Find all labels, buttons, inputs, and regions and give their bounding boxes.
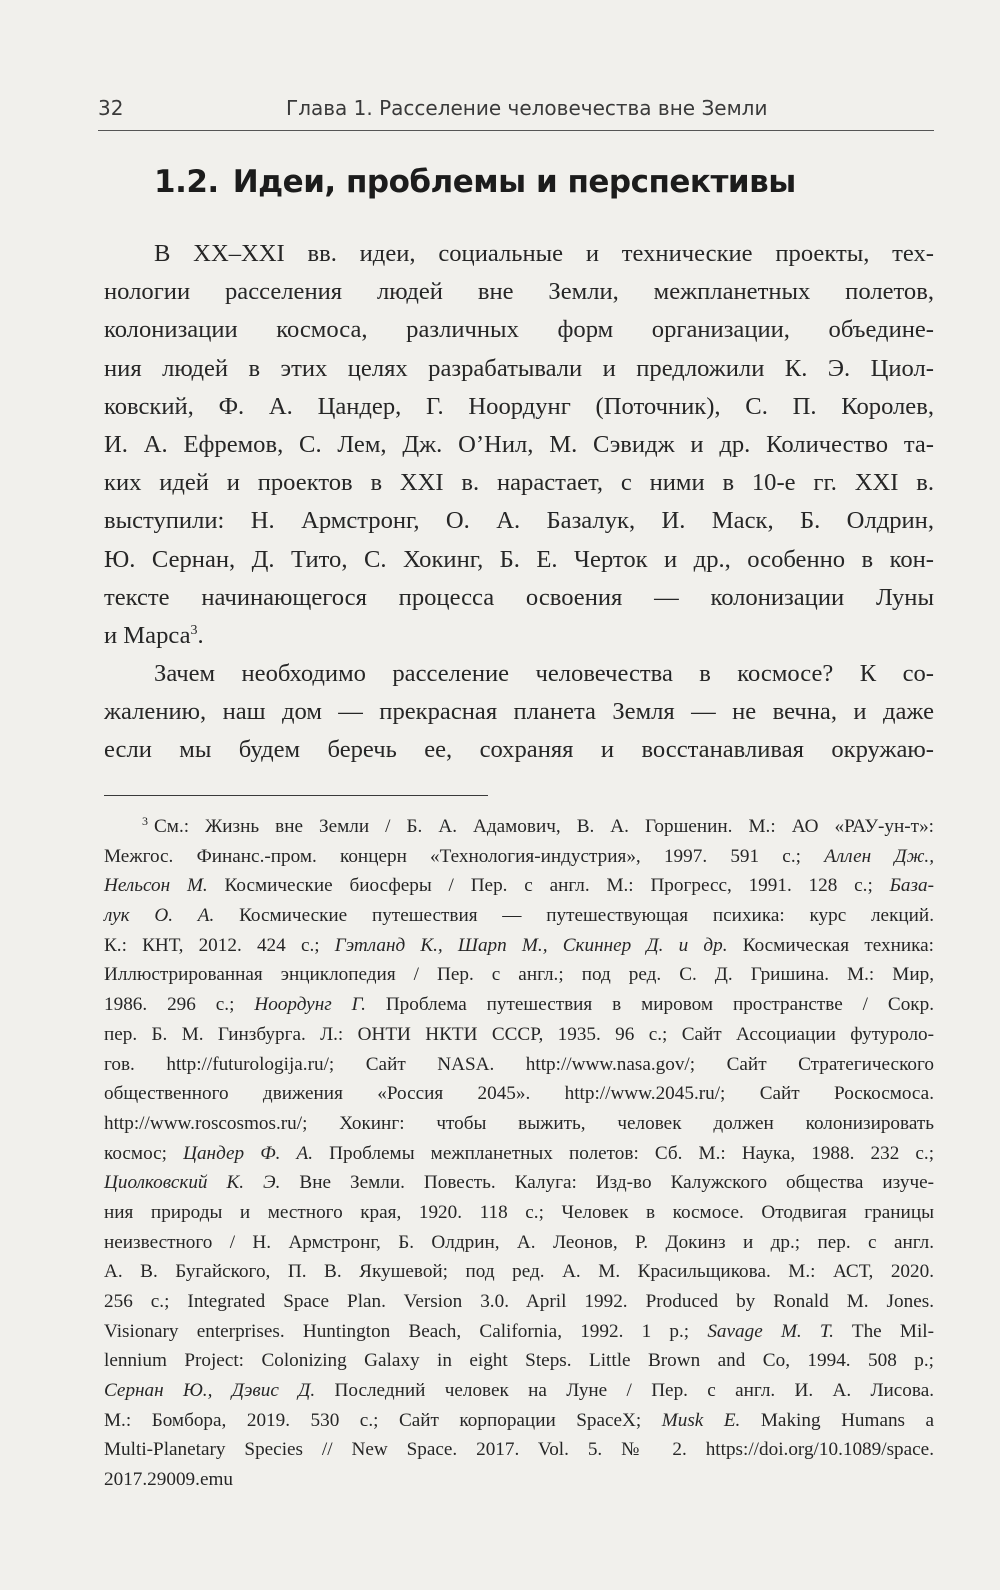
footnote-line: Multi-Planetary Species // New Space. 2017. Vol. 5. № 2. https://doi.org/10.1089/space. [104,1439,934,1461]
footnote-line: пер. Б. М. Гинзбурга. Л.: ОНТИ НКТИ СССР, 1935. 96 с.; Сайт Ассоциации футуроло- [104,1023,934,1045]
text-line: Зачем необходимо расселение человечества в космосе? К со- [154,660,934,688]
text-line: выступили: Н. Армстронг, О. А. Базалук, И. Маск, Б. Олдрин, [104,507,934,535]
footnote-line: Межгос. Финанс.-пром. концерн «Технология-индустрия», 1997. 591 с.; Аллен Дж., [104,845,935,867]
section-number: 1.2. [154,164,219,200]
footnote-line: космос; Цандер Ф. А. Проблемы межпланетных полетов: Сб. М.: Наука, 1988. 232 с.; [104,1142,935,1164]
footnote-line: лук О. А. Космические путешествия — путешествующая психика: курс лекций. [104,905,934,927]
footnote-line: общественного движения «Россия 2045». http://www.2045.ru/; Сайт Роскосмоса. [104,1083,934,1105]
text-line: нологии расселения людей вне Земли, межпланетных полетов, [104,278,934,306]
footnote-line: http://www.roscosmos.ru/; Хокинг: чтобы выжить, человек должен колонизировать [104,1112,934,1134]
text-line: ких идей и проектов в XXI в. нарастает, с ними в 10-е гг. XXI в. [104,469,934,497]
footnote-marker: 3 [142,813,148,828]
footnote-line: lennium Project: Colonizing Galaxy in eight Steps. Little Brown and Co, 1994. 508 p.; [104,1350,934,1372]
text-line: жалению, наш дом — прекрасная планета Земля — не вечна, и даже [104,698,934,726]
footnote-rule [104,795,488,796]
text-line: тексте начинающегося процесса освоения — колонизации Луны [104,583,934,611]
page-number: 32 [98,96,124,120]
text-line: Ю. Сернан, Д. Тито, С. Хокинг, Б. Е. Черток и др., особенно в кон- [104,545,934,573]
text-segment: и Марса [104,621,191,649]
chapter-title: Глава 1. Расселение человечества вне Земли [286,96,768,120]
footnote-line: А. В. Бугайского, П. В. Якушевой; под ред. А. М. Красильщикова. М.: АСТ, 2020. [104,1261,934,1283]
footnote [104,812,934,1495]
footnote-line: Сернан Ю., Дэвис Д. Последний человек на Луне / Пер. с англ. И. А. Лисова. [104,1380,935,1402]
header-rule [98,130,934,131]
text-line: колонизации космоса, различных форм организации, объедине- [104,316,934,344]
footnote-line: М.: Бомбора, 2019. 530 с.; Сайт корпорации SpaceX; Musk E. Making Humans a [104,1409,935,1431]
footnote-line: 1986. 296 с.; Ноордунг Г. Проблема путешествия в мировом пространстве / Сокр. [104,994,935,1016]
footnote-line: $^3$ См.: Жизнь вне Земли / Б. А. Адамович, В. А. Горшенин. М.: АО «РАУ-ун-т»: [142,813,934,837]
text-line: И. А. Ефремов, С. Лем, Дж. О’Нил, М. Сэвидж и др. Количество та- [104,430,934,458]
footnote-line: К.: КНТ, 2012. 424 с.; Гэтланд К., Шарп М., Скиннер Д. и др. Космическая техника: [104,934,934,956]
footnote-reference[interactable]: 3 [190,622,198,638]
section-title: Идеи, проблемы и перспективы [232,164,796,200]
text-segment: . [197,621,204,649]
footnote-line: 2017.29009.emu [104,1469,233,1491]
footnote-line: Иллюстрированная энциклопедия / Пер. с англ.; под ред. С. Д. Гришина. М.: Мир, [104,964,934,986]
text-line: В XX–XXI вв. идеи, социальные и технические проекты, тех- [154,240,934,267]
footnote-line: Нельсон М. Космические биосферы / Пер. с англ. М.: Прогресс, 1991. 128 с.; База- [104,875,934,897]
footnote-line: 256 с.; Integrated Space Plan. Version 3.0. April 1992. Produced by Ronald M. Jones. [104,1291,934,1312]
text-line [104,617,934,655]
text-line: ковский, Ф. А. Цандер, Г. Ноордунг (Поточник), С. П. Королев, [104,392,934,420]
footnote-line: неизвестного / Н. Армстронг, Б. Олдрин, А. Леонов, Р. Докинз и др.; пер. с англ. [104,1231,934,1253]
section-heading [154,164,796,200]
text-line: если мы будем беречь ее, сохраняя и восстанавливая окружаю- [104,736,934,764]
footnote-line: Циолковский К. Э. Вне Земли. Повесть. Калуга: Изд-во Калужского общества изуче- [104,1172,934,1194]
footnote-line: гов. http://futurologija.ru/; Сайт NASA. http://www.nasa.gov/; Сайт Стратегического [104,1053,934,1075]
footnote-line: ния природы и местного края, 1920. 118 с.; Человек в космосе. Отодвигая границы [104,1201,934,1223]
body-text [104,235,934,770]
text-line: ния людей в этих целях разрабатывали и предложили К. Э. Циол- [104,354,934,382]
footnote-line: Visionary enterprises. Huntington Beach, California, 1992. 1 p.; Savage M. T. The Mil- [104,1320,935,1342]
